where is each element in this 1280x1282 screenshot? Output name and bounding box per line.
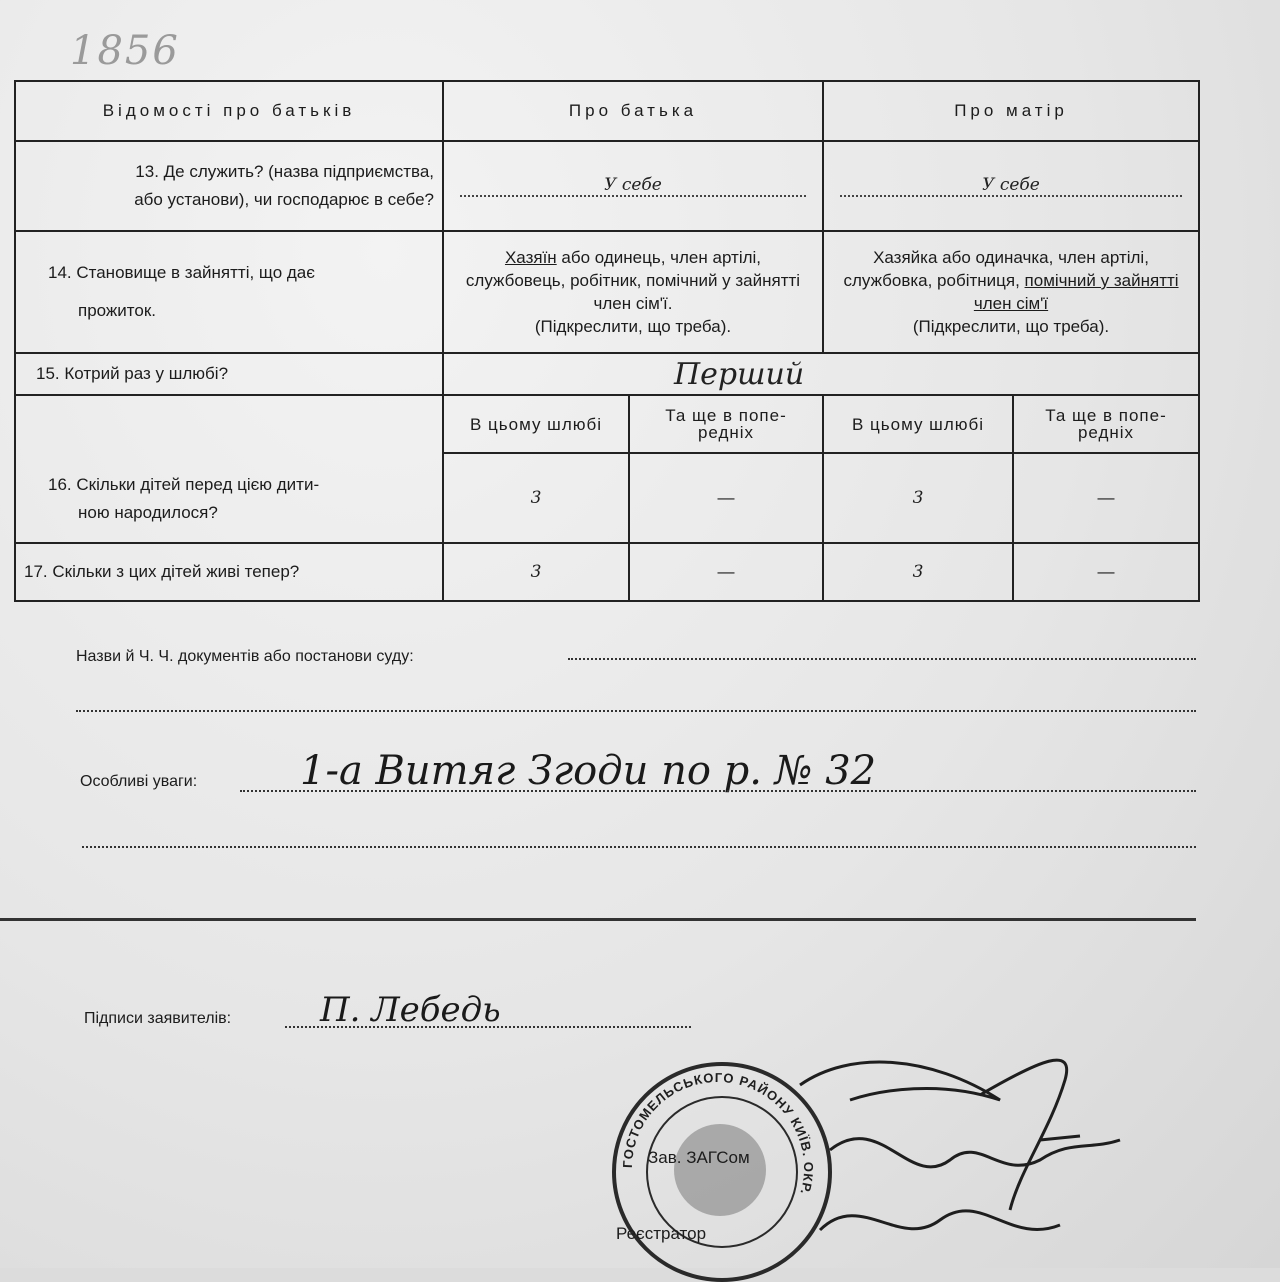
q14-label: 14. Становище в зайнятті, що дає прожиток. bbox=[15, 231, 443, 353]
q17-father-prev: — bbox=[629, 543, 823, 601]
remarks-divider bbox=[0, 918, 1196, 921]
row-q13 bbox=[15, 141, 1199, 231]
q16-mother-this: 3 bbox=[823, 453, 1013, 543]
q13-father-answer: У себе bbox=[443, 141, 823, 231]
archive-number: 1856 bbox=[70, 28, 180, 74]
applicant-signature: П. Лебедь bbox=[320, 990, 501, 1030]
row-q15 bbox=[15, 353, 1199, 395]
documents-label: Назви й Ч. Ч. документів або постанови суду: bbox=[76, 648, 414, 665]
documents-fill-line-1 bbox=[568, 658, 1196, 660]
signatures-label: Підписи заявителів: bbox=[84, 1010, 232, 1027]
q14-father-options: Хазяїн або одинець, член артілі, службовець, робітник, помічний у зайнятті член сім'ї. (Підкреслити, що треба). bbox=[443, 231, 823, 353]
remarks-value: 1-а Витяг Згоди по р. № 32 bbox=[300, 748, 877, 794]
q16-label: 16. Скільки дітей перед цією дити- ною народилося? bbox=[15, 395, 443, 543]
registrar-label: Реєстратор bbox=[616, 1224, 707, 1243]
signatures-fill-line bbox=[285, 1026, 691, 1028]
q16-father-this: 3 bbox=[443, 453, 629, 543]
q14-father-selected: Хазяїн bbox=[504, 248, 557, 267]
header-mother: Про матір bbox=[823, 81, 1199, 141]
header-row bbox=[15, 81, 1199, 141]
q15-answer: Перший bbox=[443, 353, 1199, 395]
parents-info-table bbox=[14, 80, 1200, 602]
subheader-mother-this: В цьому шлюбі bbox=[823, 395, 1013, 453]
header-parents-info: Відомості про батьків bbox=[15, 81, 443, 141]
header-father: Про батька bbox=[443, 81, 823, 141]
q17-label: 17. Скільки з цих дітей живі тепер? bbox=[15, 543, 443, 601]
head-label: Зав. ЗАГСом bbox=[648, 1148, 750, 1167]
remarks-fill-line-2 bbox=[82, 846, 1196, 848]
q14-mother-options: Хазяйка або одиначка, член артілі, службовка, робітниця, помічний у зайнятті член сім'ї (Підкреслити, що треба). bbox=[823, 231, 1199, 353]
q17-mother-prev: — bbox=[1013, 543, 1199, 601]
row-q14 bbox=[15, 231, 1199, 353]
q17-mother-this: 3 bbox=[823, 543, 1013, 601]
q13-label: 13. Де служить? (назва підприємства, або установи), чи господарює в себе? bbox=[15, 141, 443, 231]
q14-mother-selected: помічний у зайнятті член сім'ї bbox=[973, 271, 1179, 313]
subheader-mother-prev: Та ще в попе- редніх bbox=[1013, 395, 1199, 453]
row-q17 bbox=[15, 543, 1199, 601]
remarks-label: Особливі уваги: bbox=[80, 773, 198, 790]
row-q16-subheaders bbox=[15, 395, 1199, 453]
q17-father-this: 3 bbox=[443, 543, 629, 601]
subheader-father-prev: Та ще в попе- редніх bbox=[629, 395, 823, 453]
remarks-fill-line-1 bbox=[240, 790, 1196, 792]
official-signatures-drawing bbox=[790, 1040, 1210, 1260]
svg-text:ГОСТОМЕЛЬСЬКОГО РАЙОНУ КИЇВ. О: ГОСТОМЕЛЬСЬКОГО РАЙОНУ КИЇВ. ОКР. bbox=[619, 1069, 817, 1198]
q13-mother-answer: У себе bbox=[823, 141, 1199, 231]
q16-father-prev: — bbox=[629, 453, 823, 543]
documents-fill-line-2 bbox=[76, 710, 1196, 712]
q15-label: 15. Котрий раз у шлюбі? bbox=[15, 353, 443, 395]
subheader-father-this: В цьому шлюбі bbox=[443, 395, 629, 453]
q16-mother-prev: — bbox=[1013, 453, 1199, 543]
